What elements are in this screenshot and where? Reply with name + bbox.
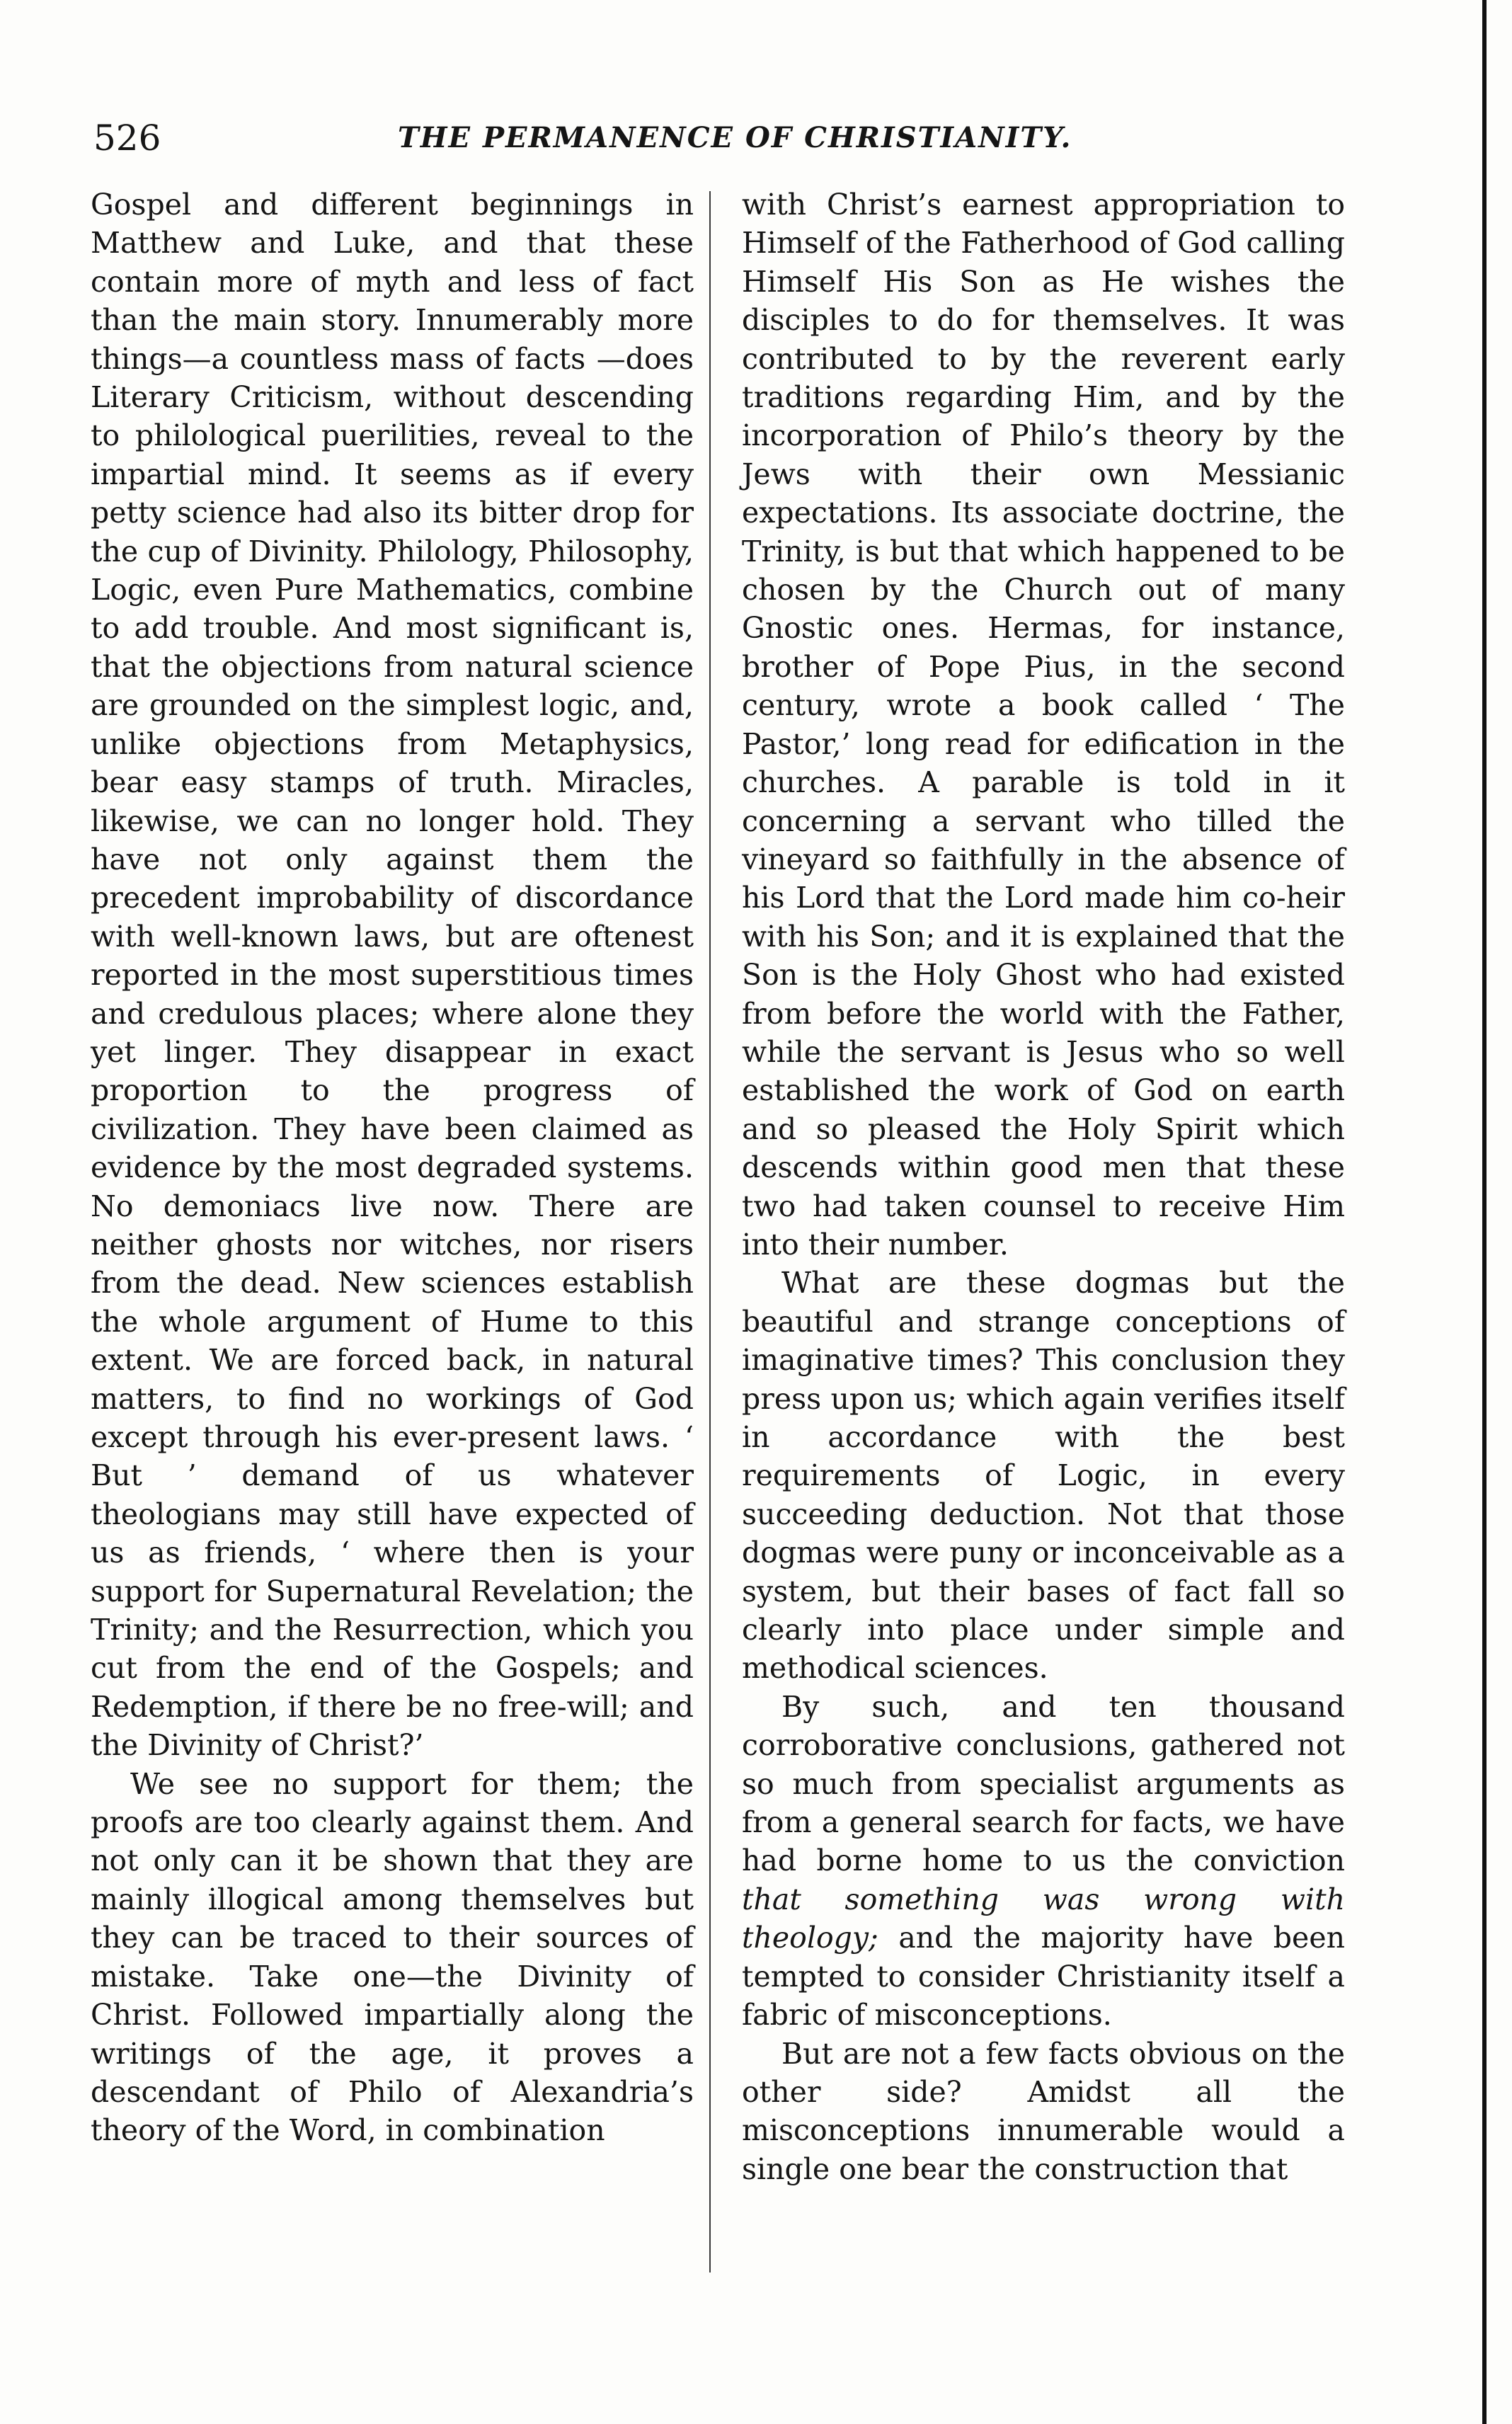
column-divider (709, 191, 711, 2272)
italic-phrase: that something was wrong with theology; (742, 1882, 1345, 1955)
page-header (85, 113, 1359, 163)
page-edge-line (1482, 0, 1487, 2424)
left-column (91, 185, 694, 2150)
right-paragraph-2: What are these dogmas but the beautiful and strange conceptions of imaginative times? This conclusion they press upon us; which again verifies itself in accordance with the best requirements of Logic, in every succeeding deduction. Not that those dogmas were puny or inconceivable as a system, but their bases of fact fall so clearly into place under simple and methodical sciences. (742, 1266, 1345, 1686)
right-paragraph-3 (742, 1688, 1345, 2035)
right-paragraph-3-text-end: and the majority have been tempted to consider Christianity itself a fabric of misconceptions. (742, 1921, 1345, 2033)
right-paragraph-3-text-start: By such, and ten thousand corroborative conclusions, gathered not so much from specialist arguments as from a general search for facts, we have had borne home to us the conviction (742, 1689, 1345, 1878)
right-paragraph-1: with Christ’s earnest appropriation to Himself of the Fatherhood of God calling Himself His Son as He wishes the disciples to do for themselves. It was contributed to by the reverent early traditions regarding Him, and by the incorporation of Philo’s theory by the Jews with their own Messianic expectations. Its associate doctrine, the Trinity, is but that which happened to be chosen by the Church out of many Gnostic ones. Hermas, for instance, brother of Pope Pius, in the second century, wrote a book called ‘ The Pastor,’ long read for edification in the churches. A parable is told in it concerning a servant who tilled the vineyard so faithfully in the absence of his Lord that the Lord made him co-heir with his Son; and it is explained that the Son is the Holy Ghost who had existed from before the world with the Father, while the servant is Jesus who so well established the work of God on earth and so pleased the Holy Spirit which descends within good men that these two had taken counsel to receive Him into their number. (742, 188, 1345, 1262)
right-column (742, 185, 1345, 2188)
left-paragraph-1: Gospel and different beginnings in Matthew and Luke, and that these contain more of myth and less of fact than the main story. Innumerably more things—a countless mass of facts —does Literary Criticism, without descending to philological puerilities, reveal to the impartial mind. It seems as if every petty science had also its bitter drop for the cup of Divinity. Philology, Philosophy, Logic, even Pure Mathematics, combine to add trouble. And most significant is, that the objections from natural science are grounded on the simplest logic, and, unlike objections from Metaphysics, bear easy stamps of truth. Miracles, likewise, we can no longer hold. They have not only against them the precedent improbability of discordance with well-known laws, but are oftenest reported in the most superstitious times and credulous places; where alone they yet linger. They disappear in exact proportion to the progress of civilization. They have been claimed as evidence by the most degraded systems. No demoniacs live now. There are neither ghosts nor witches, nor risers from the dead. New sciences establish the whole argument of Hume to this extent. We are forced back, in natural matters, to find no workings of God except through his ever-present laws. ‘ But ’ demand of us whatever theologians may still have expected of us as friends, ‘ where then is your support for Supernatural Revelation; the Trinity; and the Resurrection, which you cut from the end of the Gospels; and Redemption, if there be no free-will; and the Divinity of Christ?’ (91, 188, 694, 1763)
page-number: 526 (93, 118, 161, 159)
left-paragraph-2: We see no support for them; the proofs are too clearly against them. And not only can it be shown that they are mainly illogical among themselves but they can be traced to their sources of mistake. Take one—the Divinity of Christ. Followed impartially along the writings of the age, it proves a descendant of Philo of Alexandria’s theory of the Word, in combination (91, 1766, 694, 2148)
running-title: THE PERMANENCE OF CHRISTIANITY. (398, 121, 1072, 154)
right-paragraph-4: But are not a few facts obvious on the other side? Amidst all the misconceptions innumerable would a single one bear the construction that (742, 2036, 1345, 2186)
